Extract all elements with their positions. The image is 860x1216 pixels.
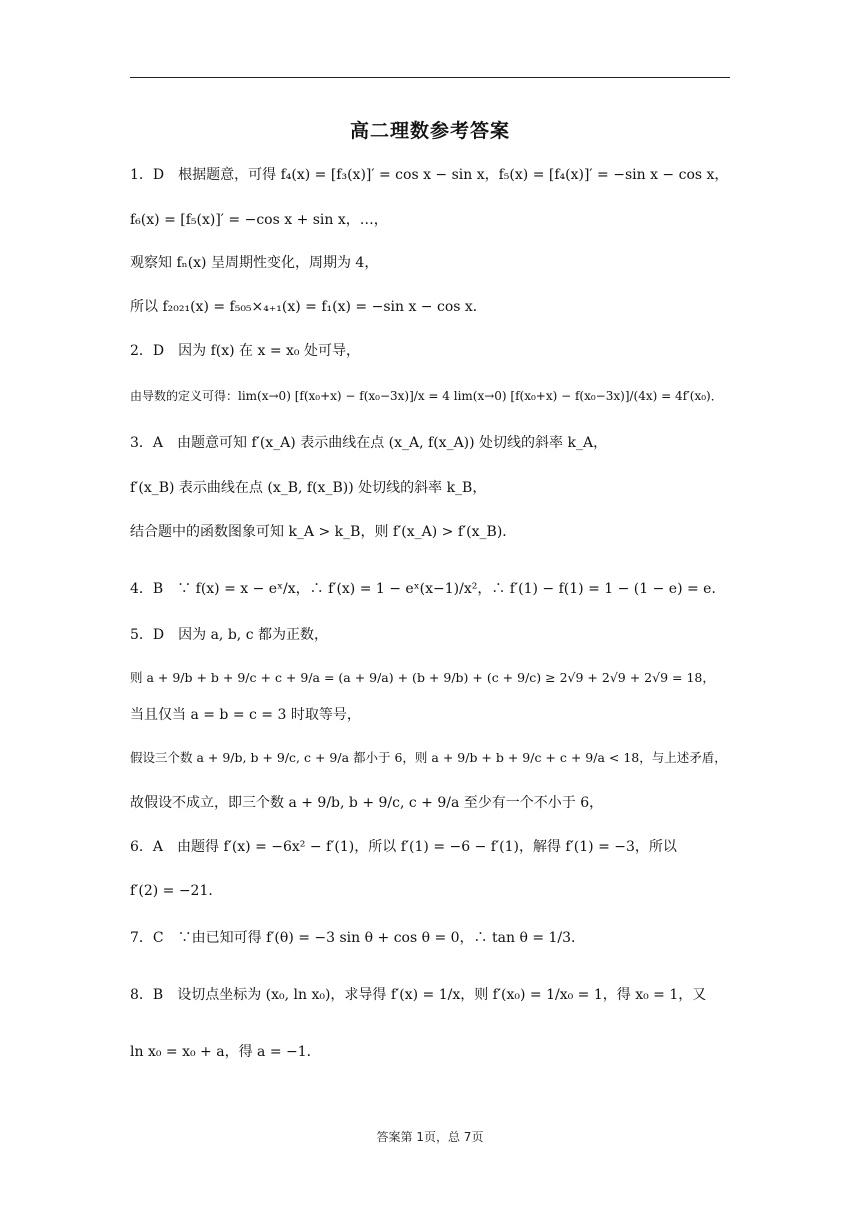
answer-6-line-1: 6．A 由题得 f′(x) = −6x² − f′(1)，所以 f′(1) = −6 − f′(1)，解得 f′(1) = −3，所以 <box>130 839 677 855</box>
page-title: 高二理数参考答案 <box>349 120 510 142</box>
answer-5-line-2: 则 a + 9/b + b + 9/c + c + 9/a = (a + 9/a) + (b + 9/b) + (c + 9/c) ≥ 2√9 + 2√9 + 2√9 = 18， <box>130 670 715 685</box>
answer-8-line-2: ln x₀ = x₀ + a，得 a = −1． <box>130 1044 321 1060</box>
answer-3-line-2: f′(x_B) 表示曲线在点 (x_B, f(x_B)) 处切线的斜率 k_B， <box>130 480 487 496</box>
answer-4-line-1: 4．B ∵ f(x) = x − eˣ/x，∴ f′(x) = 1 − eˣ(x−1)/x²，∴ f′(1) − f(1) = 1 − (1 − e) = e． <box>130 581 726 597</box>
page-footer: 答案第 1页，总 7页 <box>376 1130 484 1144</box>
answer-8-line-1: 8．B 设切点坐标为 (x₀, ln x₀)，求导得 f′(x) = 1/x，则 f′(x₀) = 1/x₀ = 1，得 x₀ = 1，又 <box>130 987 707 1003</box>
header-rule <box>130 77 730 78</box>
answer-1-line-4: 所以 f₂₀₂₁(x) = f₅₀₅×₄₊₁(x) = f₁(x) = −sin x − cos x． <box>130 299 487 315</box>
answer-1-line-2: f₆(x) = [f₅(x)]′ = −cos x + sin x，…， <box>130 212 388 228</box>
answer-3-line-3: 结合题中的函数图象可知 k_A > k_B，则 f′(x_A) > f′(x_B)． <box>130 524 517 540</box>
answer-7-line-1: 7．C ∵由已知可得 f′(θ) = −3 sin θ + cos θ = 0，∴ tan θ = 1/3． <box>130 930 586 946</box>
answer-1-line-3: 观察知 fₙ(x) 呈周期性变化，周期为 4， <box>130 255 379 271</box>
answer-2-line-2: 由导数的定义可得：lim(x→0) [f(x₀+x) − f(x₀−3x)]/x = 4 lim(x→0) [f(x₀+x) − f(x₀−3x)]/(4x) = 4f′(x₀)． <box>130 389 723 403</box>
answer-5-line-5: 故假设不成立，即三个数 a + 9/b, b + 9/c, c + 9/a 至少有一个不小于 6， <box>130 795 604 811</box>
answer-3-line-1: 3．A 由题意可知 f′(x_A) 表示曲线在点 (x_A, f(x_A)) 处切线的斜率 k_A， <box>130 435 608 451</box>
answer-2-line-1: 2．D 因为 f(x) 在 x = x₀ 处可导， <box>130 343 360 359</box>
answer-6-line-2: f′(2) = −21． <box>130 883 223 899</box>
answer-5-line-1: 5．D 因为 a, b, c 都为正数， <box>130 627 328 643</box>
answer-5-line-4: 假设三个数 a + 9/b, b + 9/c, c + 9/a 都小于 6，则 a + 9/b + b + 9/c + c + 9/a < 18，与上述矛盾， <box>130 750 727 765</box>
answer-5-line-3: 当且仅当 a = b = c = 3 时取等号， <box>130 707 361 723</box>
answer-1-line-1: 1．D 根据题意，可得 f₄(x) = [f₃(x)]′ = cos x − sin x，f₅(x) = [f₄(x)]′ = −sin x − cos x， <box>130 167 729 183</box>
